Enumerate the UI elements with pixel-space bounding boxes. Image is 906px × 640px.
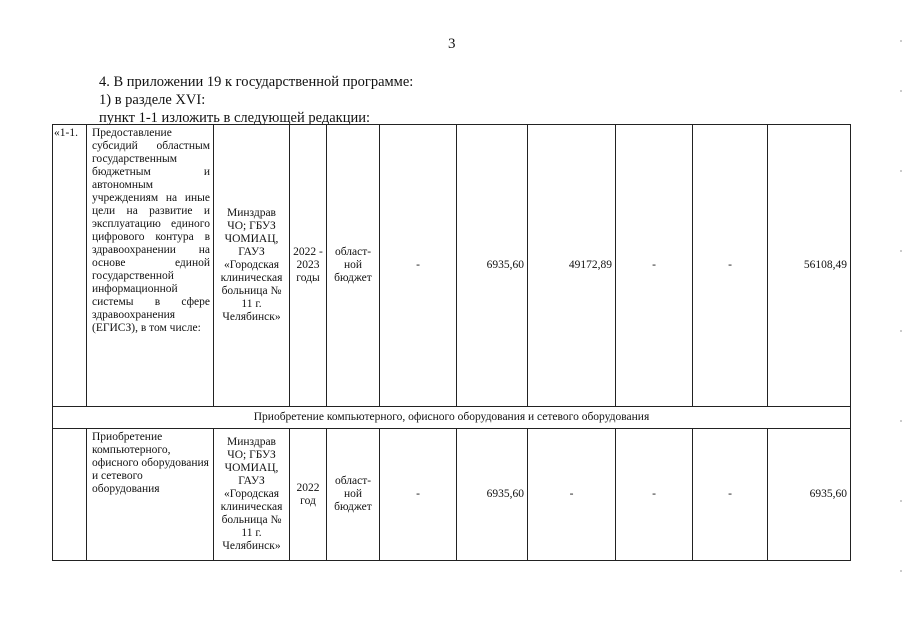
intro-line-2: 1) в разделе XVI: <box>99 92 206 108</box>
activity-name: Предоставление субсидий областным государственным бюджетным и автономным учреждениям на иные цели на развитие и эксплуатацию единого цифрового контура в здравоохранении на основе единой государственной информационной системы в сфере здравоохранения (ЕГИСЗ), в том числе: <box>87 125 214 407</box>
page-number: 3 <box>448 36 456 52</box>
intro-line-1: 4. В приложении 19 к государственной программе: <box>99 74 414 90</box>
intro-line-3: пункт 1-1 изложить в следующей редакции: <box>99 110 370 126</box>
intro-text <box>99 73 413 127</box>
funding-source: област-ной бюджет <box>327 125 380 407</box>
table-row <box>53 125 851 407</box>
program-table <box>52 124 851 561</box>
funding-source: област-ной бюджет <box>327 429 380 561</box>
executor: Минздрав ЧО; ГБУЗ ЧОМИАЦ, ГАУЗ «Городская клиническая больница № 11 г. Челябинск» <box>214 429 290 561</box>
table-row <box>53 429 851 561</box>
section-header-row <box>53 407 851 429</box>
total-cell: 6935,60 <box>768 429 851 561</box>
value-cell: - <box>693 125 768 407</box>
scan-artifacts <box>896 30 902 610</box>
activity-name: Приобретение компьютерного, офисного оборудования и сетевого оборудования <box>87 429 214 561</box>
executor: Минздрав ЧО; ГБУЗ ЧОМИАЦ, ГАУЗ «Городская клиническая больница № 11 г. Челябинск» <box>214 125 290 407</box>
value-cell: - <box>616 429 693 561</box>
value-cell: 6935,60 <box>457 429 528 561</box>
years: 2022 год <box>290 429 327 561</box>
value-cell: - <box>693 429 768 561</box>
value-cell: - <box>528 429 616 561</box>
value-cell: 6935,60 <box>457 125 528 407</box>
value-cell: - <box>380 429 457 561</box>
row-number <box>53 429 87 561</box>
value-cell: 49172,89 <box>528 125 616 407</box>
row-number: «1-1. <box>53 125 87 407</box>
value-cell: - <box>616 125 693 407</box>
total-cell: 56108,49 <box>768 125 851 407</box>
section-header: Приобретение компьютерного, офисного оборудования и сетевого оборудования <box>53 407 851 429</box>
years: 2022 - 2023 годы <box>290 125 327 407</box>
value-cell: - <box>380 125 457 407</box>
